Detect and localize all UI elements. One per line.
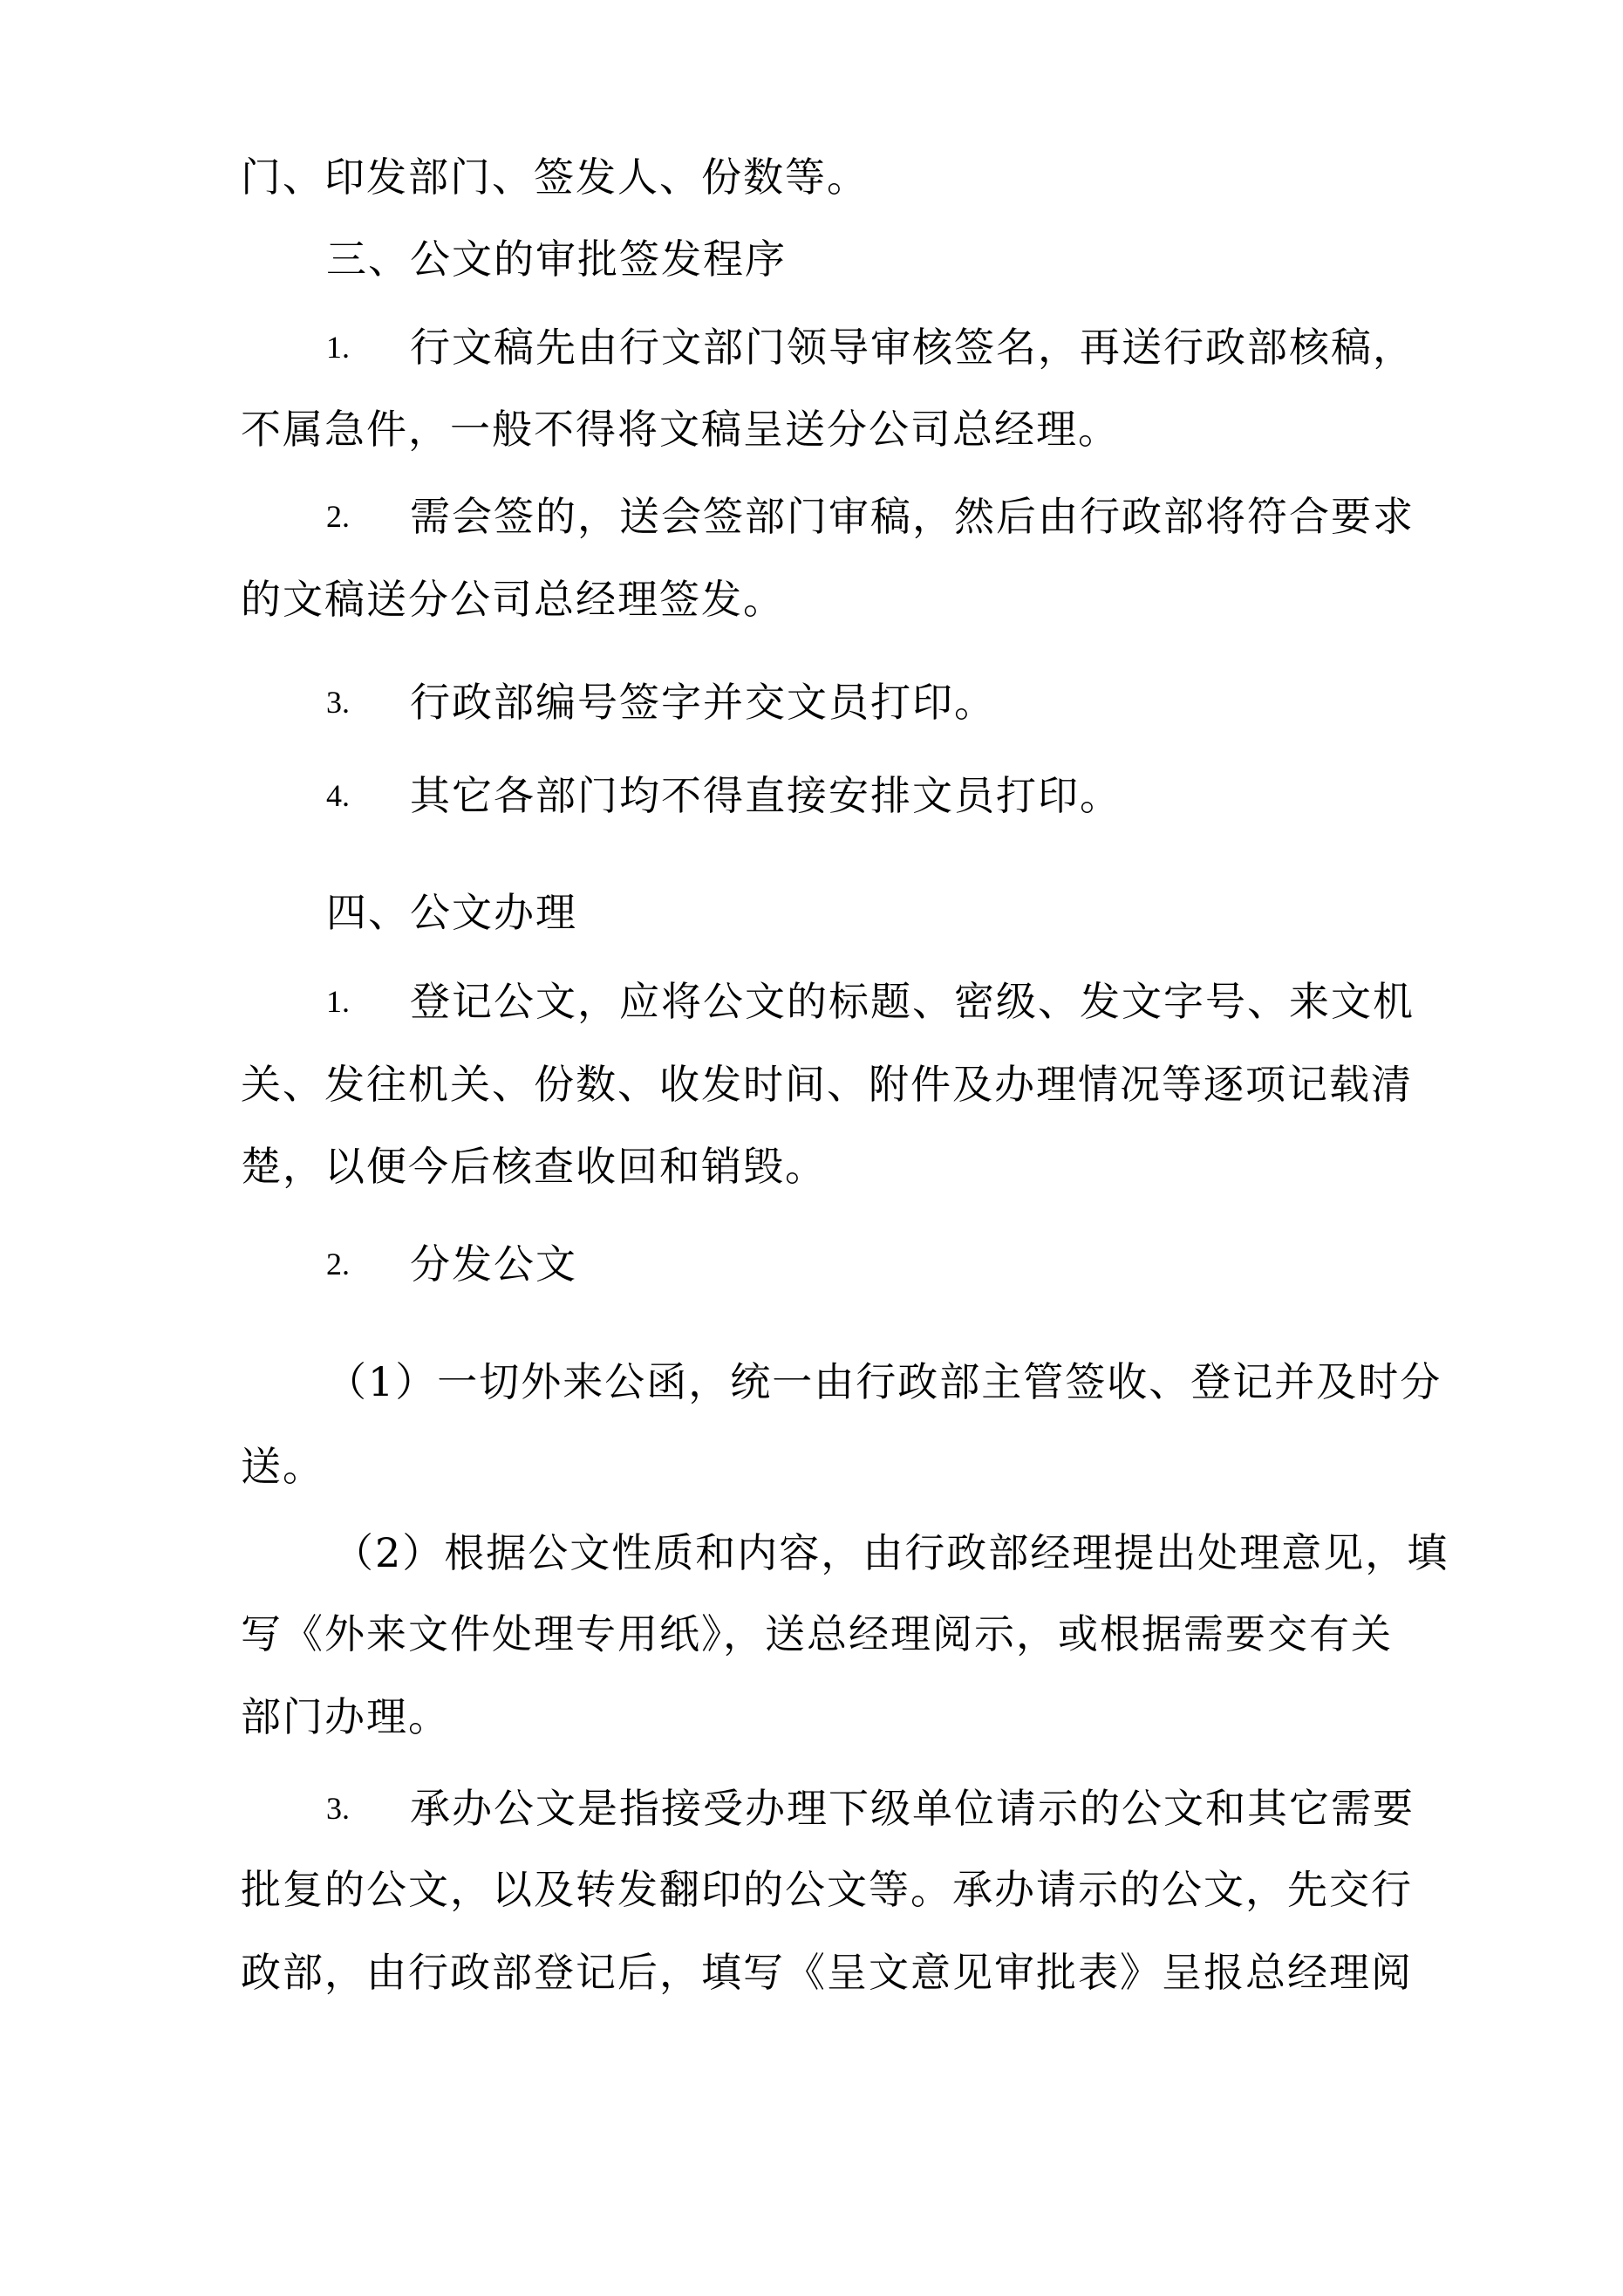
line-text: 写《外来文件处理专用纸》，送总经理阅示，或根据需要交有关 [241,1610,1393,1657]
text-line [0,1436,1623,1497]
line-text: 政部，由行政部登记后，填写《呈文意见审批表》呈报总经理阅 [241,1949,1413,1996]
item-number: 2. [326,499,350,534]
text-line [0,1859,1623,1920]
text-line [0,569,1623,630]
numbered-item [0,1233,1623,1295]
text-line [0,1054,1623,1115]
numbered-item [0,317,1623,378]
item-number: 1. [326,330,350,365]
line-text: 需会签的，送会签部门审稿，然后由行政部将符合要求 [410,493,1415,540]
line-text: 分发公文 [410,1240,577,1288]
sub-item [0,1351,1623,1412]
line-text: （1）一切外来公函，统一由行政部主管签收、登记并及时分 [326,1358,1442,1405]
line-text: 门、印发部门、签发人、份数等。 [241,154,869,201]
numbered-item [0,672,1623,733]
sub-item [0,1522,1623,1583]
line-text: 行政部编号签字并交文员打印。 [410,679,996,726]
numbered-item [0,971,1623,1032]
line-text: 关、发往机关、份数、收发时间、附件及办理情况等逐项记载清 [241,1061,1413,1108]
line-text: 的文稿送分公司总经理签发。 [241,576,785,623]
numbered-item [0,765,1623,826]
line-text: 楚，以便今后核查收回和销毁。 [241,1143,827,1190]
item-number: 3. [326,1791,350,1826]
text-line [0,1603,1623,1664]
line-text: （2）根据公文性质和内容，由行政部经理提出处理意见，填 [333,1529,1449,1576]
section-heading-text: 四、公文办理 [326,889,577,936]
section-heading [0,229,1623,290]
numbered-item [0,486,1623,547]
text-line [0,1686,1623,1747]
text-line [0,1942,1623,2003]
section-heading-text: 三、公文的审批签发程序 [326,236,787,283]
line-text: 登记公文，应将公文的标题、密级、发文字号、来文机 [410,978,1415,1025]
item-number: 4. [326,778,350,813]
line-text: 不属急件，一般不得将文稿呈送分公司总经理。 [241,406,1120,453]
item-number: 3. [326,685,350,720]
item-number: 2. [326,1247,350,1281]
text-line [0,399,1623,460]
section-heading [0,882,1623,943]
item-number: 1. [326,984,350,1019]
line-text: 行文稿先由行文部门领导审核签名，再送行政部核稿， [410,324,1415,371]
text-line [0,147,1623,208]
line-text: 送。 [241,1443,324,1490]
line-text: 部门办理。 [241,1693,450,1740]
text-line [0,1136,1623,1197]
line-text: 批复的公文，以及转发翻印的公文等。承办请示的公文，先交行 [241,1866,1413,1913]
line-text: 承办公文是指接受办理下级单位请示的公文和其它需要 [410,1785,1415,1832]
line-text: 其它各部门均不得直接安排文员打印。 [410,772,1122,819]
numbered-item [0,1778,1623,1839]
